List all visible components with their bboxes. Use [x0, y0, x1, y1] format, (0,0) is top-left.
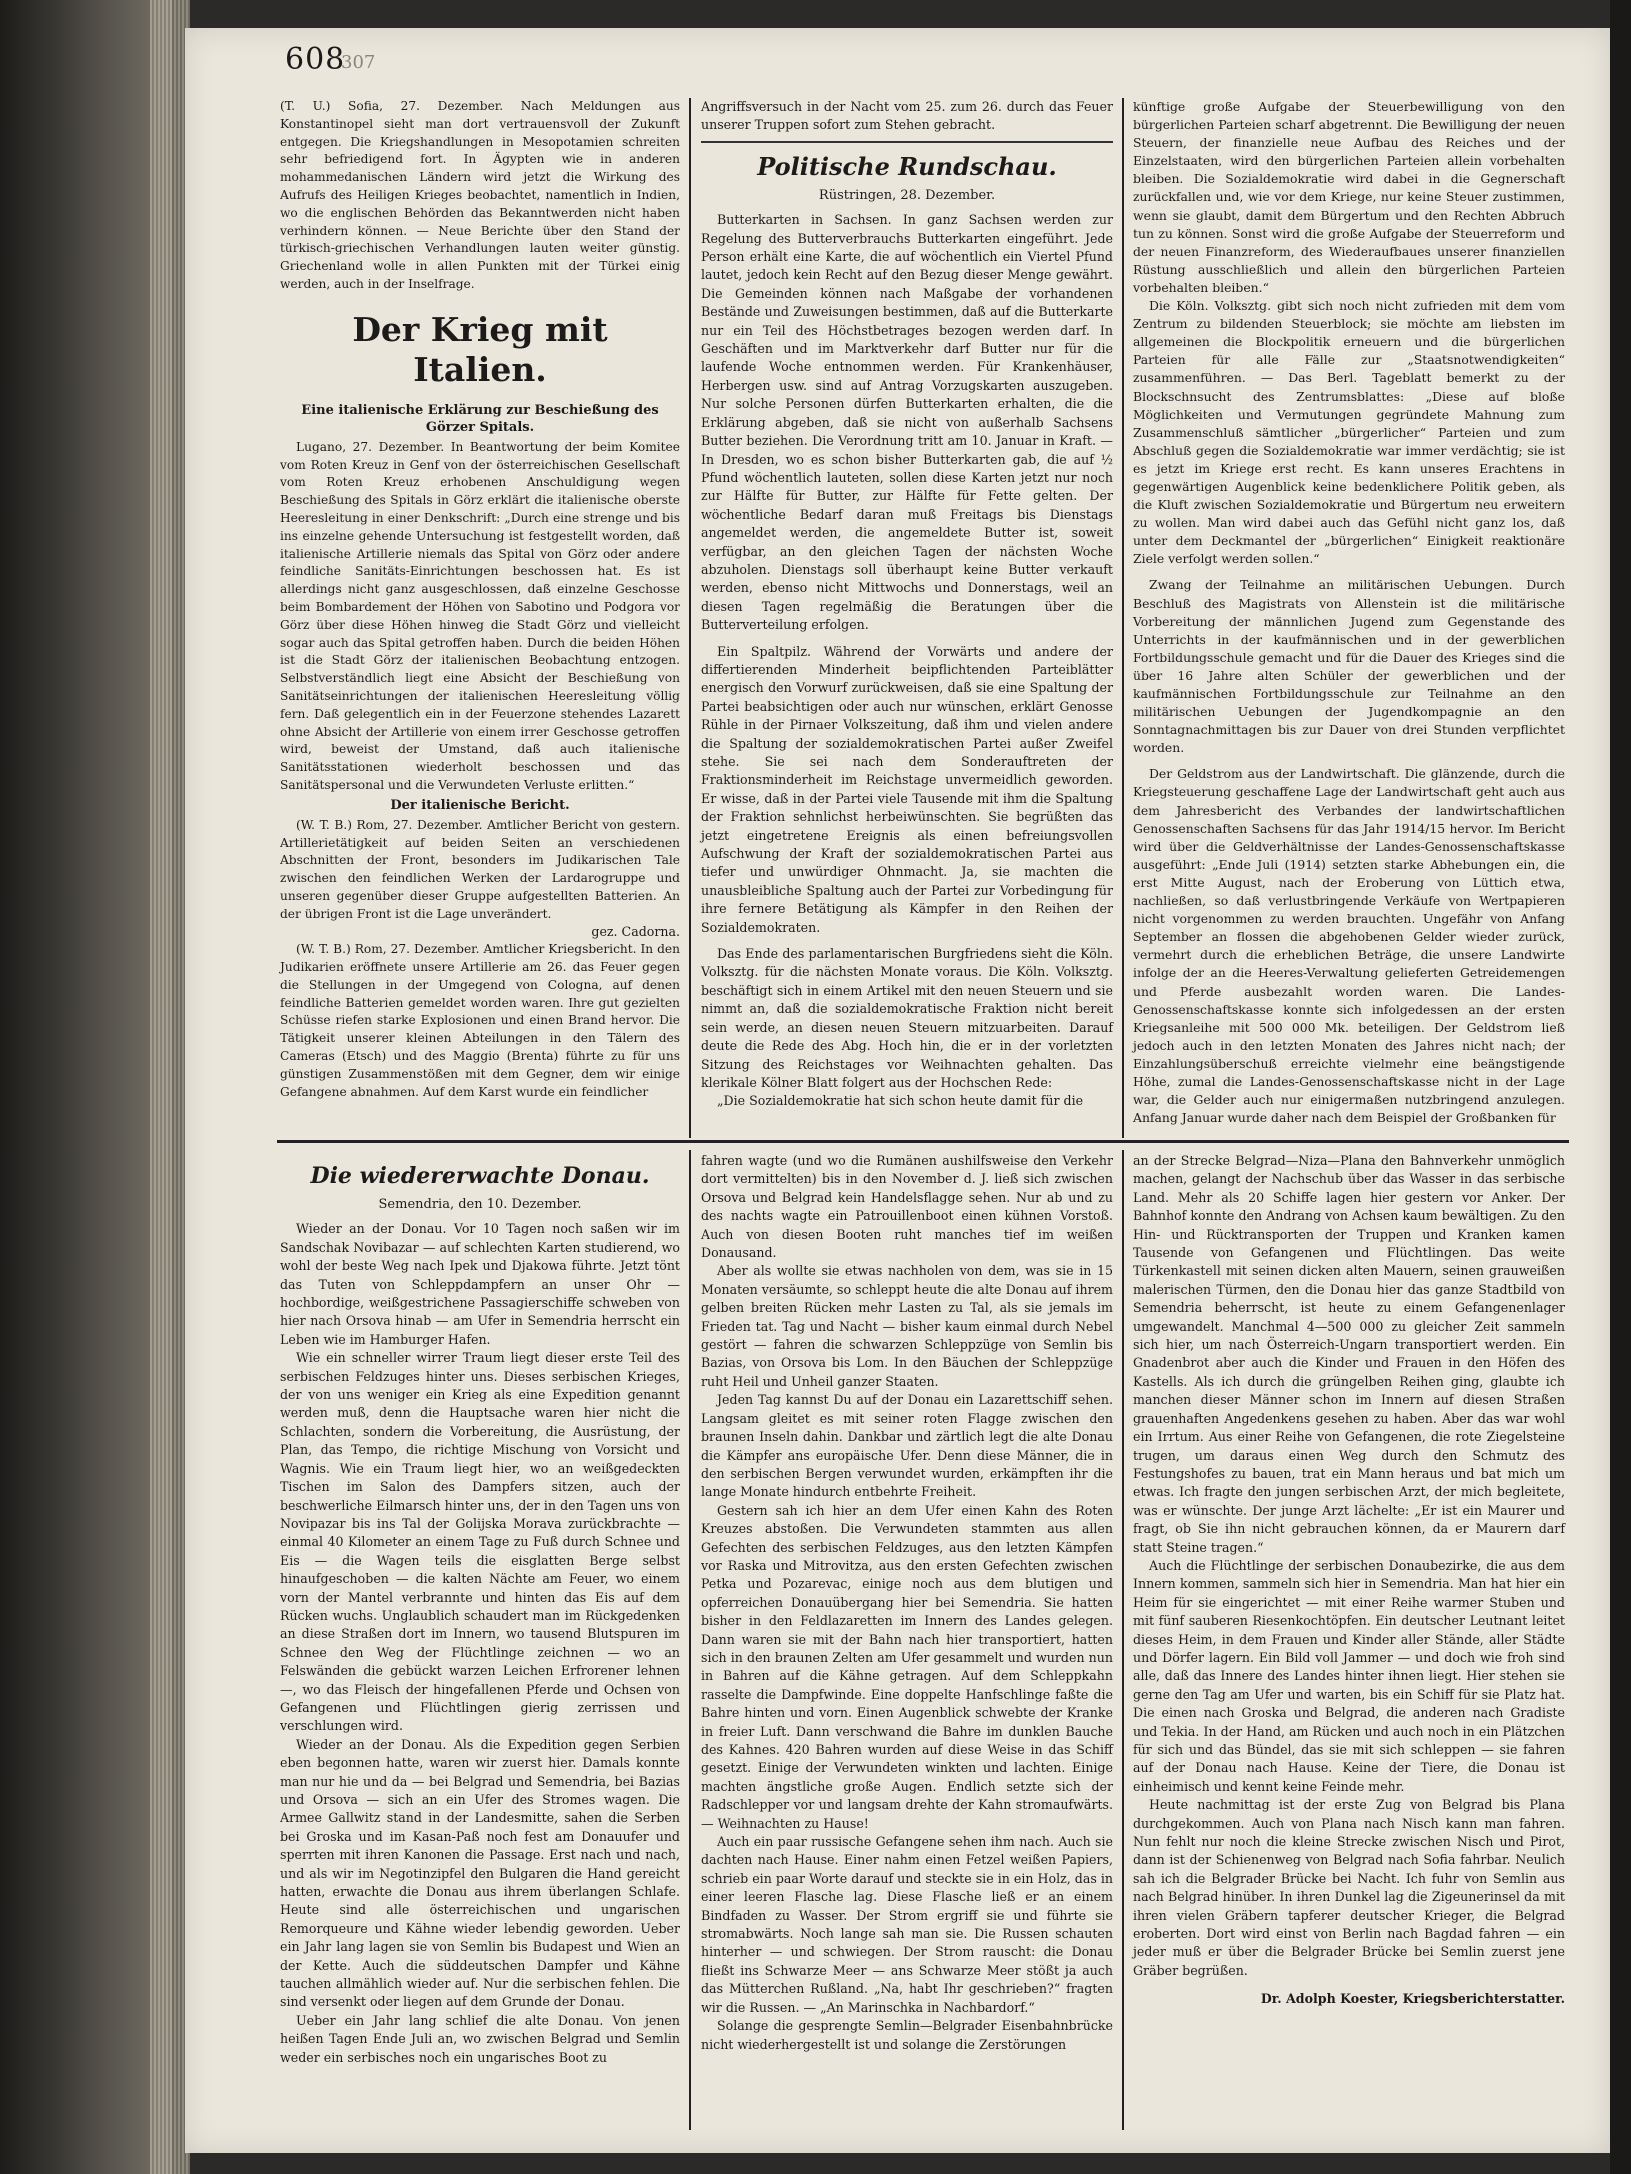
bottom-column-2	[701, 1152, 1113, 2054]
donau-p1: Wieder an der Donau. Vor 10 Tagen noch saßen wir im Sandschak Novibazar — auf schlechten Karten studierend, wo wohl der beste Weg nach Ipek und Djakowa führte. Jetzt tönt das Tuten von Schleppdampfern an unser Ohr — hochbordige, weißgestrichene Passagierschiffe schweben von hier nach Orsova hinab — am Ufer in Semendria herrscht ein Leben wie im Hamburger Hafen.	[280, 1221, 680, 1347]
donau-p6: Aber als wollte sie etwas nachholen von dem, was sie in 15 Monaten versäumte, so schleppt heute die alte Donau auf ihrem gelben breiten Rücken mehr Lasten zu Tal, als sie jemals im Frieden tat. Tag und Nacht — bisher kaum einmal durch Nebel gestört — fahren die schwarzen Schleppzüge von Semlin bis Bazias, von Orsova bis Lom. In den Bäuchen der Schleppzüge ruht Heil und Unheil ganzer Staaten.	[701, 1263, 1113, 1389]
article-steuer-quote: künftige große Aufgabe der Steuerbewilligung von den bürgerlichen Parteien scharf abgetrennt. Die Bewilligung der neuen Steuern, der finanzielle neue Aufbau des Reiches und der Einzelstaaten, wird den bürgerlichen Parteien allein vorbehalten bleiben. Die Sozialdemokratie wird dabei in die Gegnerschaft zurückfallen und, wie vor dem Kriege, nur keine Steuer zustimmen, wenn sie glaubt, damit dem Bürgertum und den Rechten Abbruch tun zu können. Sonst wird die große Aufgabe der Steuerreform und der neuen Finanzreform, des Wiederaufbaues unserer finanziellen Rüstung ausschließlich und allein den bürgerlichen Parteien vorbehalten bleiben.“	[1133, 99, 1565, 295]
subheadline-bericht: Der italienische Bericht.	[390, 797, 570, 813]
donau-p8: Gestern sah ich hier an dem Ufer einen Kahn des Roten Kreuzes abstoßen. Die Verwundeten stammten aus allen Gefechten des serbischen Feldzuges, aus den letzten Kämpfen vor Raska und Mitrovitza, aus den ersten Gefechten zwischen Petka und Pozarevac, einige noch aus dem blutigen und opferreichen Donauübergang hier bei Semendria. Sie hatten bisher in den Feldlazaretten im Innern des Landes gelegen. Dann waren sie mit der Bahn nach hier transportiert, hatten sich in den braunen Zelten am Ufer gesammelt und wurden nun in Bahren auf die Kähne getragen. Auf dem Schleppkahn rasselte die Dampfwinde. Eine doppelte Hanfschlinge faßte die Bahre hinten und vorn. Einen Augenblick schwebte der Kranke in freier Luft. Dann verschwand die Bahre im dunklen Bauche des Kahnes. 420 Bahren wurden auf diese Weise in das Schiff gesetzt. Einige der Verwundeten winkten und lachten. Einige machten ängstliche große Augen. Endlich setzte sich der Radschlepper vor und langsam drehte der Kahn stromaufwärts. — Weihnachten zu Hause!	[701, 1502, 1113, 1831]
headline-donau: Die wiedererwachte Donau.	[310, 1163, 650, 1189]
donau-p11: an der Strecke Belgrad—Niza—Plana den Bahnverkehr unmöglich machen, gelangt der Nachschub über das Wasser in das serbische Land. Mehr als 20 Schiffe lagen hier gestern vor Anker. Der Bahnhof konnte den Andrang von Achsen kaum bewältigen. Zu den Hin- und Rücktransporten der Truppen und Kranken kamen Tausende von Gefangenen und Flüchtlingen. Das weite Türkenkastell mit seinen dicken alten Mauern, seinen grauweißen malerischen Türmen, den die Donau hier das ganze Stadtbild von Semendria beherrscht, ist heute zu einem Gefangenenlager umgewandelt. Manchmal 4—500 000 zu gleicher Zeit sammeln sich hier, um nach Österreich-Ungarn transportiert werden. Ein Gnadenbrot aber auch die Kinder und Frauen in den Höfen des Kastells. Als ich durch die grüngelben Reihen ging, glaubte ich manchen dieser Männer schon im Innern auf diesen Straßen grauenhaften Angedenkens gesehen zu haben. Aber das war wohl ein Irrtum. Aus einer Reihe von Gefangenen, die rote Ziegelsteine trugen, um daraus einen Weg durch den Schmutz des Festungshofes zu bauen, trat ein Mann heraus und bat mich um etwas. Ich fragte den jungen serbischen Arzt, der mich begleitete, was er wünschte. Der junge Arzt lächelte: „Er ist ein Maurer und fragt, ob Sie ihn nicht gebrauchen können, da er Maurern darf statt Steine tragen.“	[1133, 1153, 1565, 1555]
donau-p10: Solange die gesprengte Semlin—Belgrader Eisenbahnbrücke nicht wiederhergestellt ist und solange die Zerstörungen	[701, 2018, 1113, 2052]
subheadline-goerz: Eine italienische Erklärung zur Beschießung des Görzer Spitals.	[301, 402, 659, 435]
column-rule-3	[689, 1150, 691, 2130]
donau-p4: Ueber ein Jahr lang schlief die alte Donau. Von jenen heißen Tagen Ende Juli an, wo zwischen Belgrad und Semlin weder ein serbisches noch ein ungarisches Boot zu	[280, 2012, 680, 2065]
article-lugano: Lugano, 27. Dezember. In Beantwortung der beim Komitee vom Roten Kreuz in Genf von der österreichischen Gesellschaft vom Roten Kreuz erhobenen Anschuldigung wegen Beschießung des Spitals in Görz erklärt die italienische oberste Heeresleitung in einer Denkschrift: „Durch eine strenge und bis ins einzelne gehende Untersuchung ist festgestellt worden, daß italienische Artillerie niemals das Spital von Görz oder andere feindliche Sanitäts-Einrichtungen beschossen hat. Es ist allerdings nicht ganz ausgeschlossen, daß einzelne Geschosse beim Bombardement der Höhen von Sabotino und Podgora vor Görz über diese Höhen hinweg die Stadt Görz und vielleicht sogar auch das Spital getroffen haben. Durch die beiden Höhen ist die Stadt Görz der italienischen Beobachtung entzogen. Selbstverständlich liegt eine Absicht der Beschießung von Sanitätseinrichtungen der italienischen Heeresleitung völlig fern. Daß gelegentlich ein in der Feuerzone stehendes Lazarett ohne Absicht der Artillerie von einem irrer Geschosse getroffen wird, beweist der Umstand, daß auch italienische Sanitätsstationen wiederholt beschossen und das Sanitätspersonal und die Verwundeten Verluste erlitten.“	[280, 439, 680, 792]
article-rom-1: (W. T. B.) Rom, 27. Dezember. Amtlicher Bericht von gestern. Artillerietätigkeit auf beiden Seiten an verschiedenen Abschnitten der Front, besonders im Judikarischen Tale zwischen den feindlichen Werken der Lardarogruppe und unseren gegenüber dieser Gruppe aufgestellten Batterien. An der übrigen Front ist die Lage unverändert.	[280, 817, 680, 921]
donau-p9: Auch ein paar russische Gefangene sehen ihm nach. Auch sie dachten nach Hause. Einer nahm einen Fetzel weißen Papiers, schrieb ein paar Worte darauf und steckte sie in ein Holz, das in einer leeren Flasche lag. Diese Flasche ließ er an einem Bindfaden zu Wasser. Der Strom ergriff sie und führte sie stromabwärts. Noch lange sah man sie. Die Russen schauten hinterher — und schwiegen. Der Strom rauscht: die Donau fließt ins Schwarze Meer — ans Schwarze Meer stößt ja auch das Mütterchen Rußland. „Na, habt Ihr geschrieben?“ fragten wir die Russen. — „An Marinschka in Nachbardorf.“	[701, 1834, 1113, 2015]
column-rule-4	[1122, 1150, 1124, 2130]
bottom-column-1	[280, 1152, 680, 2067]
donau-p5: fahren wagte (und wo die Rumänen aushilfsweise den Verkehr dort vermittelten) bis in den November d. J. ließ sich zwischen Orsova und Belgrad kein Handelsflagge sehen. Nur ab und zu des nachts wagte ein Patrouillenboot einen kühnen Vorstoß. Auch von diesen Booten ruht manches tief im weißen Donausand.	[701, 1153, 1113, 1261]
bottom-column-3	[1133, 1152, 1565, 2009]
donau-p13: Heute nachmittag ist der erste Zug von Belgrad bis Plana durchgekommen. Auch von Plana nach Nisch kann man fahren. Nun fehlt nur noch die kleine Strecke zwischen Nisch und Pirot, dann ist der Schienenweg von Belgrad nach Sofia fahrbar. Neulich sah ich die Belgrader Brücke bei Nacht. Ich fuhr von Semlin aus nach Belgrad hinüber. In ihren Dunkel lag die Zigeunerinsel da mit ihren vielen Gräbern tapferer deutscher Krieger, die Belgrad eroberten. Dort wird einst von Berlin nach Bagdad fahren — ein jeder muß er über die Belgrader Brücke bei Semlin zuerst jene Gräber begrüßen.	[1133, 1797, 1565, 1978]
article-zwang-uebungen: Zwang der Teilnahme an militärischen Uebungen. Durch Beschluß des Magistrats von Allenstein ist die militärische Vorbereitung der männlichen Jugend zum Gegenstande des Unterrichts in der kaufmännischen und in der gewerblichen Fortbildungsschule gemacht und für die Dauer des Krieges sind die über 16 Jahre alten Schüler der gewerblichen und der kaufmännischen Fortbildungsschule zur Teilnahme an den militärischen Uebungen der Jugendkompagnie an den Sonntagnachmittagen bis zur Dauer von drei Stunden verpflichtet worden.	[1133, 577, 1565, 756]
donau-p7: Jeden Tag kannst Du auf der Donau ein Lazarettschiff sehen. Langsam gleitet es mit seiner roten Flagge zwischen den braunen Inseln dahin. Dankbar und zärtlich legt die alte Donau die Kämpfer ans europäische Ufer. Denn diese Männer, die in den serbischen Bergen verwundet wurden, erkämpften ihr die lange Monate hindurch entbehrte Freiheit.	[701, 1392, 1113, 1500]
signature-cadorna: gez. Cadorna.	[591, 924, 680, 940]
page-edges	[150, 0, 190, 2174]
horizontal-rule	[277, 1140, 1569, 1143]
page-number-ghost: 307	[341, 52, 376, 73]
column-1	[280, 98, 680, 1101]
column-rule-1	[689, 98, 691, 1138]
article-burgfrieden: Das Ende des parlamentarischen Burgfriedens sieht die Köln. Volksztg. für die nächsten Monate voraus. Die Köln. Volksztg. beschäftigt sich in einem Artikel mit den neuen Steuern und sie nimmt an, daß die sozialdemokratische Fraktion nicht bereit sein werde, an diesen neuen Steuern mitzuarbeiten. Darauf deute die Rede des Abg. Hoch hin, die er in der vorletzten Sitzung des Reichstages vor Weihnachten gehalten. Das klerikale Kölner Blatt folgert aus der Hochschen Rede:	[701, 946, 1113, 1090]
scan-border	[1610, 0, 1631, 2174]
article-geldstrom: Der Geldstrom aus der Landwirtschaft. Die glänzende, durch die Kriegsteuerung geschaffene Lage der Landwirtschaft geht auch aus dem Jahresbericht des Verbandes der landwirtschaftlichen Genossenschaften Sachsens für das Jahr 1914/15 hervor. Im Bericht wird über die Geldverhältnisse der Landes-Genossenschaftskasse ausgeführt: „Ende Juli (1914) setzten starke Abhebungen ein, die erst Mitte August, nach der Eroberung von Lüttich etwa, nachließen, so daß verlustbringende Verkäufe von Wertpapieren nicht vorgenommen zu werden brauchten. Ungefähr von Anfang September an flossen die abgehobenen Gelder wieder zurück, vermehrt durch die erheblichen Beträge, die unsere Landwirte infolge der an die Heeres-Verwaltung gelieferten Getreidemengen und Pferde ausbezahlt worden waren. Die Landes-Genossenschaftskasse konnte sich infolgedessen an der ersten Kriegsanleihe mit 500 000 Mk. beteiligen. Der Geldstrom ließ jedoch auch in den letzten Monaten des Jahres nicht nach; der Einzahlungsüberschuß erreichte vielmehr eine beängstigende Höhe, zumal die Landes-Genossenschaftskasse nicht in der Lage war, die Gelder auch nur einigermaßen nutzbringend anzulegen. Anfang Januar wurde daher nach dem Beispiel der Großbanken für	[1133, 766, 1565, 1126]
page-number: 608	[285, 42, 346, 77]
article-butterkarten: Butterkarten in Sachsen. In ganz Sachsen werden zur Regelung des Butterverbrauchs Butterkarten eingeführt. Jede Person erhält eine Karte, die auf wöchentlich ein Viertel Pfund lautet, jedoch kein Recht auf den Bezug dieser Menge gewährt. Die Gemeinden können nach Maßgabe der vorhandenen Bestände und Zuweisungen bestimmen, daß auf die Butterkarte nur ein Teil des Höchstbetrages bezogen werden darf. In Geschäften und im Marktverkehr darf Butter nur für die laufende Woche entnommen werden. Für Krankenhäuser, Herbergen usw. sind auf Antrag Vorzugskarten auszugeben. Nur solche Personen dürfen Butterkarten erhalten, die die Erklärung abgeben, daß sie nicht von außerhalb Sachsens Butter beziehen. Die Verordnung tritt am 10. Januar in Kraft. — In Dresden, wo es schon bisher Butterkarten gab, die auf ½ Pfund wöchentlich lauteten, sollen diese Karten jetzt nur noch zur Hälfte für Butter, zur Hälfte für Fette gelten. Der wöchentliche Bedarf daran muß Freitags bis Dienstags angemeldet werden, die angemeldete Butter ist, soweit verfügbar, an den gleichen Tagen der nächsten Woche abzuholen. Dienstags soll überhaupt keine Butter verkauft werden, ebenso nicht Mittwochs und Donnerstags, weil an diesen Tagen regelmäßig die Beratungen über die Butterverteilung erfolgen.	[701, 212, 1113, 633]
book-binding	[0, 0, 172, 2174]
column-3	[1133, 98, 1565, 1127]
dateline-ruestringen: Rüstringen, 28. Dezember.	[818, 187, 996, 203]
article-spaltpilz: Ein Spaltpilz. Während der Vorwärts und andere der differtierenden Minderheit beipflichtenden Parteiblätter energisch den Vorwurf zurückweisen, daß sie eine Spaltung der Partei beabsichtigen oder auch nur wünschen, erklärt Genosse Rühle in der Pirnaer Volkszeitung, daß ihm und vielen andere die Spaltung der sozialdemokratischen Partei außer Zweifel stehe. Sie sei nach dem Sonderauftreten der Fraktionsminderheit im Reichstage unvermeidlich geworden. Er wisse, daß in der Partei viele Tausende mit ihm die Spaltung der Fraktion sehnlichst herbeiwünschten. Sie begrüßten das jetzt eingetretene Ereignis als einen befreiungsvollen Aufschwung der Kraft der sozialdemokratischen Partei aus tiefer und unwürdiger Ohnmacht. Ja, sie machten die unausbleibliche Spaltung auch der Partei zur Vorbedingung für ihre fernere Betätigung als Kämpfer in den Reihen der Sozialdemokraten.	[701, 643, 1113, 935]
article-koeln-volksztg: Die Köln. Volksztg. gibt sich noch nicht zufrieden mit dem vom Zentrum zu bildenden Steuerblock; sie möchte am liebsten im allgemeinen die Blockpolitik erneuern und die bürgerlichen Parteien für alle Fälle zur „Staatsnotwendigkeiten“ zusammenführen. — Das Berl. Tageblatt bemerkt zu der Blockschnsucht des Zentrumsblattes: „Diese auf bloße Möglichkeiten und Vermutungen gegründete Mahnung zum Zusammenschluß sämtlicher „bürgerlicher“ Parteien und zum Abschluß gegen die Sozialdemokratie war immer verdächtig; sie ist es jetzt im Kriege erst recht. Es kann unseres Erachtens in gegenwärtigen Augenblick keine bedenklichere Politik geben, als die Kluft zwischen Sozialdemokratie und Bürgertum neu erweitern zu wollen. Man wird dabei auch das Gefühl nicht ganz los, daß unter dem Deckmantel der „bürgerlichen“ Einigkeit reaktionäre Ziele verfolgt werden sollen.“	[1133, 298, 1565, 567]
headline-rundschau: Politische Rundschau.	[757, 151, 1057, 181]
newspaper-page	[185, 28, 1610, 2153]
article-rom-2: (W. T. B.) Rom, 27. Dezember. Amtlicher Kriegsbericht. In den Judikarien eröffnete unsere Artillerie am 26. das Feuer gegen die Stellungen in der Umgegend von Cologna, auf denen feindliche Batterien gemeldet worden waren. Ihre gut gezielten Schüsse riefen starke Explosionen und einen Brand hervor. Die Tätigkeit unserer kleinen Abteilungen in den Tälern des Cameras (Etsch) und des Maggio (Brenta) führte zu für uns günstigen Zusammenstößen mit dem Gegner, dem wir einige Gefangene abnahmen. Auf dem Karst wurde ein feindlicher	[280, 942, 680, 1099]
article-burgfrieden-quote: „Die Sozialdemokratie hat sich schon heute damit für die	[717, 1093, 1084, 1109]
donau-p3: Wieder an der Donau. Als die Expedition gegen Serbien eben begonnen hatte, waren wir zuerst hier. Damals konnte man nur hie und da — bei Belgrad und Semendria, bei Bazias und Orsova — sich an ein Ufer des Stromes wagen. Die Armee Gallwitz stand in der Landesmitte, sahen die Serben bei Groska und im Kasan-Paß noch fest am Donauufer und sperrten mit ihren Kanonen die Passage. Erst nach und nach, und als wir im Negotinzipfel den Bulgaren die Hand gereicht hatten, erwachte die Donau aus ihrem überlangen Schlafe. Heute sind alle österreichischen und ungarischen Remorqueure und Kähne wieder lebendig geworden. Ueber ein Jahr lang lagen sie von Semlin bis Budapest und Wien an der Kette. Auch die süddeutschen Dampfer und Kähne tauchen allmählich wieder auf. Nur die serbischen fehlen. Die sind versenkt oder liegen auf dem Grunde der Donau.	[280, 1736, 680, 2010]
column-2	[701, 98, 1113, 1111]
dateline-semendria: Semendria, den 10. Dezember.	[378, 1197, 582, 1212]
headline-krieg-italien: Der Krieg mit Italien.	[352, 309, 608, 389]
article-sofia: (T. U.) Sofia, 27. Dezember. Nach Meldungen aus Konstantinopel sieht man dort vertrauensvoll der Zukunft entgegen. Die Kriegshandlungen in Mesopotamien schreiten sehr befriedigend fort. In Ägypten wie in anderen mohammedanischen Ländern wird jetzt die Wirkung des Aufrufs des Heiligen Krieges beobachtet, namentlich in Indien, wo die englischen Behörden das Bekanntwerden nicht haben verhindern können. — Neue Berichte über den Stand der türkisch-griechischen Verhandlungen lauten weiter günstig. Griechenland wolle in allen Punkten mit der Türkei einig werden, auch in der Inselfrage.	[280, 99, 680, 291]
column-rule-2	[1122, 98, 1124, 1138]
carry-over: Angriffsversuch in der Nacht vom 25. zum 26. durch das Feuer unserer Truppen sofort zum Stehen gebracht.	[701, 99, 1113, 133]
author-signature: Dr. Adolph Koester, Kriegsberichterstatter.	[1260, 1991, 1565, 2007]
donau-p12: Auch die Flüchtlinge der serbischen Donaubezirke, die aus dem Innern kommen, sammeln sich hier in Semendria. Man hat hier ein Heim für sie eingerichtet — mit einer Reihe warmer Stuben und mit fünf sauberen Riesenkochtöpfen. Ein deutscher Leutnant leitet dieses Heim, in dem Frauen und Kinder aller Stände, aller Städte und Dörfer lagern. Ein Bild voll Jammer — und doch wie froh sind alle, daß das Innere des Landes hinter ihnen liegt. Hier stehen sie gerne den Tag am Ufer und warten, bis ein Schiff für sie Platz hat. Die einen nach Groska und Belgrad, die anderen nach Gradiste und Tekia. In der Hand, am Rücken und auch noch in ein Plätzchen für sich und das Bündel, das sie mit sich schleppen — sie fahren auf der Donau nach Hause. Keine der Tiere, die Donau ist einheimisch und kennt keine Feinde mehr.	[1133, 1557, 1565, 1794]
donau-p2: Wie ein schneller wirrer Traum liegt dieser erste Teil des serbischen Feldzuges hinter uns. Dieses serbischen Krieges, der von uns weniger ein Krieg als eine Expedition genannt werden muß, denn die Hauptsache waren hier nicht die Schlachten, sondern die Vorbereitung, die Ausrüstung, der Plan, das Tempo, die richtige Mischung von Vorsicht und Wagnis. Wie ein Traum liegt hier, wo an weißgedeckten Tischen im Salon des Dampfers sitzen, auch der beschwerliche Eilmarsch hinter uns, der in den Tagen uns von Novipazar bis ins Tal der Golijska Morava zurückbrachte — einmal 40 Kilometer an einem Tage zu Fuß durch Schnee und Eis — die Wagen teils die eisglatten Berge selbst hinaufgeschoben — die kalten Nächte am Feuer, wo einem vorn der Mantel verbrannte und hinten das Eis auf dem Rücken wuchs. Unglaublich schaudert man im Rückgedenken an diese Straßen dort im Innern, wo tausend Blutspuren im Schnee den Weg der Flüchtlinge zeichnen — wo an Felswänden die gebückt warzen Leichen Erfrorener lehnen —, wo das Fleisch der hingefallenen Pferde und Ochsen von Gefangenen und Flüchtlingen gierig zerrissen und verschlungen wird.	[280, 1350, 680, 1734]
section-rule	[701, 141, 1113, 143]
